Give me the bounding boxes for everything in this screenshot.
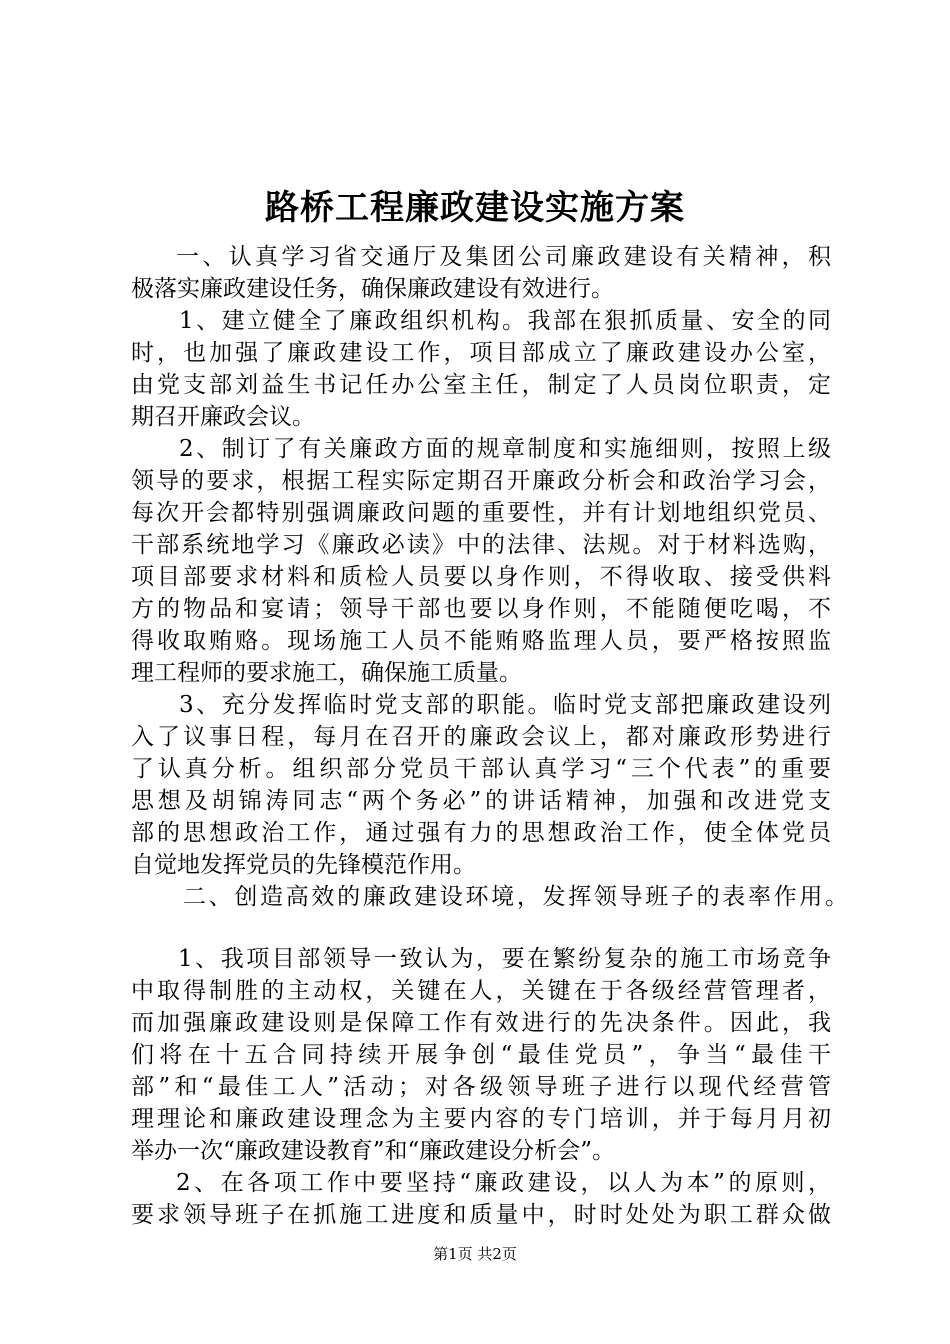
- body-line: 1、我项目部领导一致认为，要在繁纷复杂的施工市场竞争: [178, 946, 831, 972]
- document-title: 路桥工程廉政建设实施方案: [265, 188, 685, 228]
- body-line: 由党支部刘益生书记任办公室主任，制定了人员岗位职责，定: [131, 372, 831, 398]
- body-line: 部的思想政治工作，通过强有力的思想政治工作，使全体党员: [131, 820, 831, 846]
- body-line: 们将在十五合同持续开展争创“最佳党员”，争当“最佳干: [131, 1042, 831, 1068]
- body-line: 领导的要求，根据工程实际定期召开廉政分析会和政治学习会，: [131, 468, 831, 494]
- body-line: 期召开廉政会议。: [131, 404, 315, 430]
- body-line: 要求领导班子在抓施工进度和质量中，时时处处为职工群众做: [131, 1202, 831, 1228]
- page-footer: 第1页 共2页: [433, 1245, 517, 1263]
- section-heading: 二、创造高效的廉政建设环境，发挥领导班子的表率作用。: [183, 884, 848, 910]
- body-line: 中取得制胜的主动权，关键在人，关键在于各级经营管理者，: [131, 978, 831, 1004]
- body-line: 入了议事日程，每月在召开的廉政会议上，都对廉政形势进行: [131, 724, 831, 750]
- body-line: 每次开会都特别强调廉政问题的重要性，并有计划地组织党员、: [131, 500, 831, 526]
- body-line: 思想及胡锦涛同志“两个务必”的讲话精神，加强和改进党支: [131, 788, 831, 814]
- body-line: 了认真分析。组织部分党员干部认真学习“三个代表”的重要: [131, 756, 831, 782]
- body-line: 部”和“最佳工人”活动；对各级领导班子进行以现代经营管: [131, 1074, 831, 1100]
- body-line: 干部系统地学习《廉政必读》中的法律、法规。对于材料选购，: [131, 532, 831, 558]
- body-line: 一、认真学习省交通厅及集团公司廉政建设有关精神，积: [176, 244, 831, 270]
- body-line: 项目部要求材料和质检人员要以身作则，不得收取、接受供料: [131, 564, 831, 590]
- body-line: 理工程师的要求施工，确保施工质量。: [131, 660, 522, 686]
- body-line: 而加强廉政建设则是保障工作有效进行的先决条件。因此，我: [131, 1010, 831, 1036]
- body-line: 方的物品和宴请；领导干部也要以身作则，不能随便吃喝，不: [131, 596, 831, 622]
- body-line: 自觉地发挥党员的先锋模范作用。: [131, 852, 476, 878]
- body-line: 举办一次“廉政建设教育”和“廉政建设分析会”。: [131, 1138, 616, 1164]
- body-line: 2、在各项工作中要坚持“廉政建设，以人为本”的原则，: [176, 1170, 831, 1196]
- body-line: 理理论和廉政建设理念为主要内容的专门培训，并于每月月初: [131, 1106, 831, 1132]
- body-line: 得收取贿赂。现场施工人员不能贿赂监理人员，要严格按照监: [131, 628, 831, 654]
- body-line: 1、建立健全了廉政组织机构。我部在狠抓质量、安全的同: [179, 308, 831, 334]
- body-line: 时，也加强了廉政建设工作，项目部成立了廉政建设办公室，: [131, 340, 831, 366]
- body-line: 2、制订了有关廉政方面的规章制度和实施细则，按照上级: [179, 436, 831, 462]
- body-line: 极落实廉政建设任务，确保廉政建设有效进行。: [131, 276, 614, 302]
- body-line: 3、充分发挥临时党支部的职能。临时党支部把廉政建设列: [179, 692, 831, 718]
